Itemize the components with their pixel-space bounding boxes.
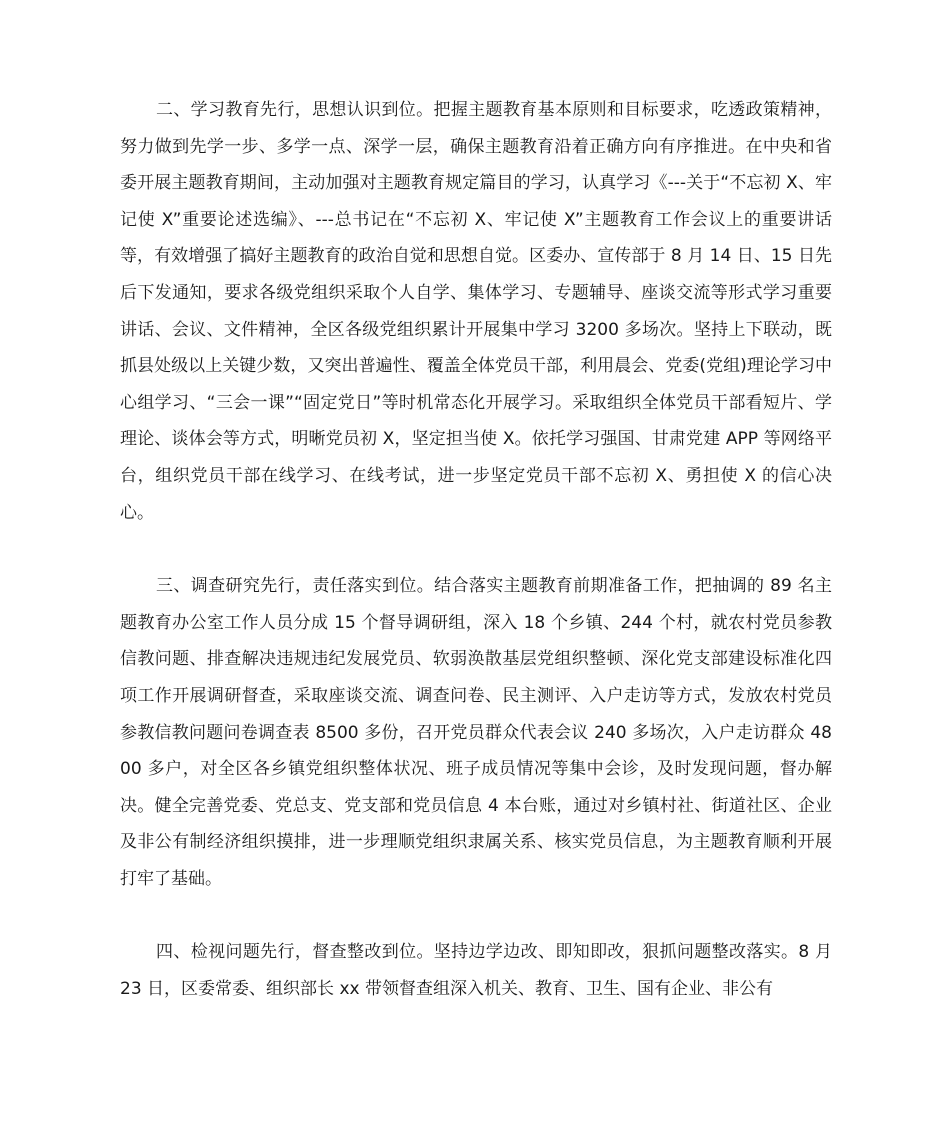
paragraph-study-education: 二、学习教育先行，思想认识到位。把握主题教育基本原则和目标要求，吃透政策精神，努力做到先学一步、多学一点、深学一层，确保主题教育沿着正确方向有序推进。在中央和省委开展主题教育期间，主动加强对主题教育规定篇目的学习，认真学习《---关于“不忘初 X、牢记使 X”重要论述选编》、---总书记在“不忘初 X、牢记使 X”主题教育工作会议上的重要讲话等，有效增强了搞好主题教育的政治自觉和思想自觉。区委办、宣传部于 8 月 14 日、15 日先后下发通知，要求各级党组织采取个人自学、集体学习、专题辅导、座谈交流等形式学习重要讲话、会议、文件精神，全区各级党组织累计开展集中学习 3200 多场次。坚持上下联动，既抓县处级以上关键少数，又突出普遍性、覆盖全体党员干部，利用晨会、党委(党组)理论学习中心组学习、“三会一课”“固定党日”等时机常态化开展学习。采取组织全体党员干部看短片、学理论、谈体会等方式，明晰党员初 X，坚定担当使 X。依托学习强国、甘肃党建 APP 等网络平台，组织党员干部在线学习、在线考试，进一步坚定党员干部不忘初 X、勇担使 X 的信心决心。 xyxy=(120,100,832,523)
document-body xyxy=(120,92,832,1045)
paragraph-inspection-rectification: 四、检视问题先行，督查整改到位。坚持边学边改、即知即改，狠抓问题整改落实。8 月 23 日，区委常委、组织部长 xx 带领督查组深入机关、教育、卫生、国有企业、非公有 xyxy=(120,942,832,1000)
paragraph-investigation-research: 三、调查研究先行，责任落实到位。结合落实主题教育前期准备工作，把抽调的 89 名主题教育办公室工作人员分成 15 个督导调研组，深入 18 个乡镇、244 个村，就农村党员参教信教问题、排查解决违规违纪发展党员、软弱涣散基层党组织整顿、深化党支部建设标准化四项工作开展调研督查，采取座谈交流、调查问卷、民主测评、入户走访等方式，发放农村党员参教信教问题问卷调查表 8500 多份，召开党员群众代表会议 240 多场次，入户走访群众 4800 多户，对全区各乡镇党组织整体状况、班子成员情况等集中会诊，及时发现问题，督办解决。健全完善党委、党总支、党支部和党员信息 4 本台账，通过对乡镇村社、街道社区、企业及非公有制经济组织摸排，进一步理顺党组织隶属关系、核实党员信息，为主题教育顺利开展打牢了基础。 xyxy=(120,576,832,889)
